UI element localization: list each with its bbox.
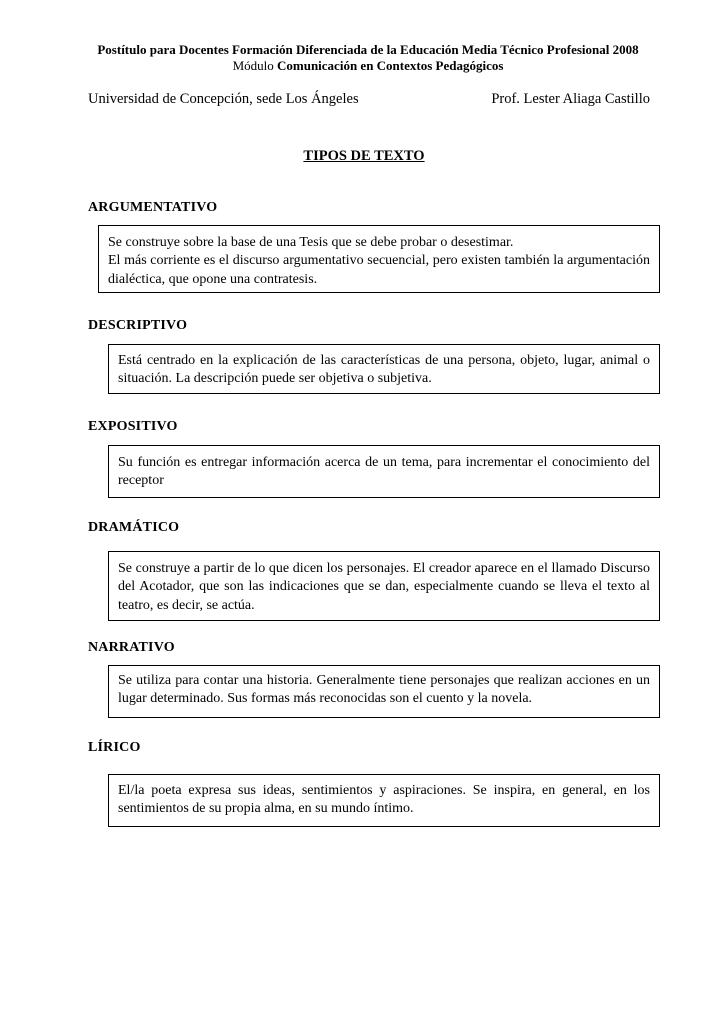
section-heading-descriptivo: DESCRIPTIVO (88, 318, 188, 333)
module-name: Comunicación en Contextos Pedagógicos (277, 58, 504, 73)
definition-line: El/la poeta expresa sus ideas, sentimientos y aspiraciones. Se inspira, en general, en los sentimientos de su propia alma, en su mundo íntimo. (118, 783, 650, 817)
definition-line: El más corriente es el discurso argumentativo secuencial, pero existen también la argumentación dialéctica, que opone una contratesis. (108, 253, 650, 287)
definition-box-descriptivo (108, 344, 660, 394)
definition-box-expositivo (108, 445, 660, 498)
definition-box-lirico (108, 774, 660, 827)
section-heading-argumentativo: ARGUMENTATIVO (88, 200, 218, 215)
definition-box-dramatico (108, 551, 660, 621)
definition-line: Se construye a partir de lo que dicen los personajes. El creador aparece en el llamado Discurso del Acotador, que son las indicaciones que se dan, especialmente cuando se lleva el texto al teatro, es decir, se actúa. (118, 561, 650, 613)
definition-line: Está centrado en la explicación de las características de una persona, objeto, lugar, animal o situación. La descripción puede ser objetiva o subjetiva. (118, 353, 650, 387)
module-prefix: Módulo (232, 58, 274, 73)
professor-name: Prof. Lester Aliaga Castillo (491, 91, 650, 107)
definition-line: Se utiliza para contar una historia. Generalmente tiene personajes que realizan acciones en un lugar determinado. Sus formas más reconocidas son el cuento y la novela. (118, 673, 650, 707)
definition-line: Se construye sobre la base de una Tesis que se debe probar o desestimar. (108, 235, 514, 250)
section-heading-narrativo: NARRATIVO (88, 640, 175, 655)
definition-box-narrativo (108, 665, 660, 718)
section-heading-dramatico: DRAMÁTICO (88, 520, 180, 535)
module-line (88, 58, 648, 74)
section-heading-expositivo: EXPOSITIVO (88, 419, 178, 434)
section-heading-lirico: LÍRICO (88, 740, 141, 755)
affiliation-row (88, 91, 650, 108)
university-name: Universidad de Concepción, sede Los Ángeles (88, 91, 359, 107)
definition-line: Su función es entregar información acerca de un tema, para incrementar el conocimiento del receptor (118, 455, 650, 489)
program-title: Postítulo para Docentes Formación Diferenciada de la Educación Media Técnico Profesional 2008 (97, 42, 639, 57)
document-title: TIPOS DE TEXTO (303, 148, 425, 164)
definition-box-argumentativo (98, 225, 660, 293)
